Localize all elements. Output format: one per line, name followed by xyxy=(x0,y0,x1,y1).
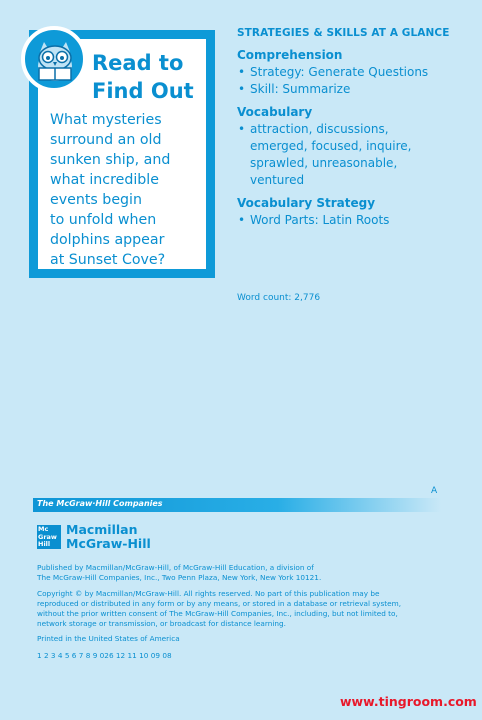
vocabulary-label: Vocabulary xyxy=(237,105,313,119)
bullet: • xyxy=(238,122,246,136)
companies-strip xyxy=(33,498,441,512)
logo-line: Hill xyxy=(38,540,51,548)
vocab-line: emerged, focused, inquire, xyxy=(250,139,412,153)
legal-line: network storage or transmission, or broadcast for distance learning. xyxy=(37,619,286,628)
list-item-text: Strategy: Generate Questions xyxy=(250,65,429,79)
comprehension-label: Comprehension xyxy=(237,48,343,62)
vocab-line: attraction, discussions, xyxy=(250,122,389,136)
title-line-2: Find Out xyxy=(92,79,194,103)
level-letter: A xyxy=(431,486,438,496)
question-line: events begin xyxy=(50,192,142,208)
list-item xyxy=(237,81,457,98)
print-line: 1 2 3 4 5 6 7 8 9 026 12 11 10 09 08 xyxy=(37,651,172,660)
bullet: • xyxy=(238,82,246,96)
list-item xyxy=(237,121,457,189)
vocab-line: sprawled, unreasonable, xyxy=(250,156,398,170)
read-to-find-out-title xyxy=(92,49,212,105)
publisher-name-line: McGraw-Hill xyxy=(66,536,151,551)
copyright-notice xyxy=(37,589,457,629)
vocabulary-strategy-label: Vocabulary Strategy xyxy=(237,196,376,210)
comprehension-section xyxy=(237,47,457,98)
vocabulary-strategy-section xyxy=(237,195,457,229)
skills-heading: STRATEGIES & SKILLS AT A GLANCE xyxy=(237,27,450,39)
word-count: Word count: 2,776 xyxy=(237,293,321,303)
question-line: what incredible xyxy=(50,172,159,188)
legal-line: The McGraw-Hill Companies, Inc., Two Penn Plaza, New York, New York 10121. xyxy=(37,573,322,582)
list-item xyxy=(237,64,457,81)
question-line: sunken ship, and xyxy=(50,152,171,168)
legal-line: without the prior written consent of The McGraw-Hill Companies, Inc., including, but not limited to, xyxy=(37,609,398,618)
skills-at-a-glance xyxy=(237,27,457,235)
bullet: • xyxy=(238,213,246,227)
logo-text xyxy=(38,526,60,549)
companies-text: The McGraw·Hill Companies xyxy=(37,499,163,508)
logo-line: Mc xyxy=(38,525,49,533)
legal-line: Copyright © by Macmillan/McGraw-Hill. All rights reserved. No part of this publication may be xyxy=(37,589,380,598)
question-line: dolphins appear xyxy=(50,232,165,248)
publisher-name xyxy=(66,523,151,551)
legal-line: reproduced or distributed in any form or by any means, or stored in a database or retrieval system, xyxy=(37,599,402,608)
legal-line: Published by Macmillan/McGraw-Hill, of McGraw-Hill Education, a division of xyxy=(37,563,314,572)
question-line: What mysteries xyxy=(50,112,162,128)
list-item-text: Skill: Summarize xyxy=(250,82,351,96)
guiding-question xyxy=(50,110,210,270)
list-item-text: Word Parts: Latin Roots xyxy=(250,213,390,227)
vocab-line: ventured xyxy=(250,173,305,187)
published-by xyxy=(37,563,457,583)
mcgraw-hill-logo xyxy=(37,525,61,549)
reading-owl-icon xyxy=(21,26,87,92)
list-item xyxy=(237,212,457,229)
title-line-1: Read to xyxy=(92,51,184,75)
vocabulary-section xyxy=(237,104,457,189)
logo-line: Graw xyxy=(38,532,57,541)
question-line: at Sunset Cove? xyxy=(50,252,166,268)
question-line: surround an old xyxy=(50,132,162,148)
bullet: • xyxy=(238,65,246,79)
read-to-find-out-box xyxy=(29,30,215,278)
publisher-name-line: Macmillan xyxy=(66,522,138,537)
watermark-url: www.tingroom.com xyxy=(340,694,477,709)
printed-in: Printed in the United States of America xyxy=(37,634,180,643)
question-line: to unfold when xyxy=(50,212,157,228)
